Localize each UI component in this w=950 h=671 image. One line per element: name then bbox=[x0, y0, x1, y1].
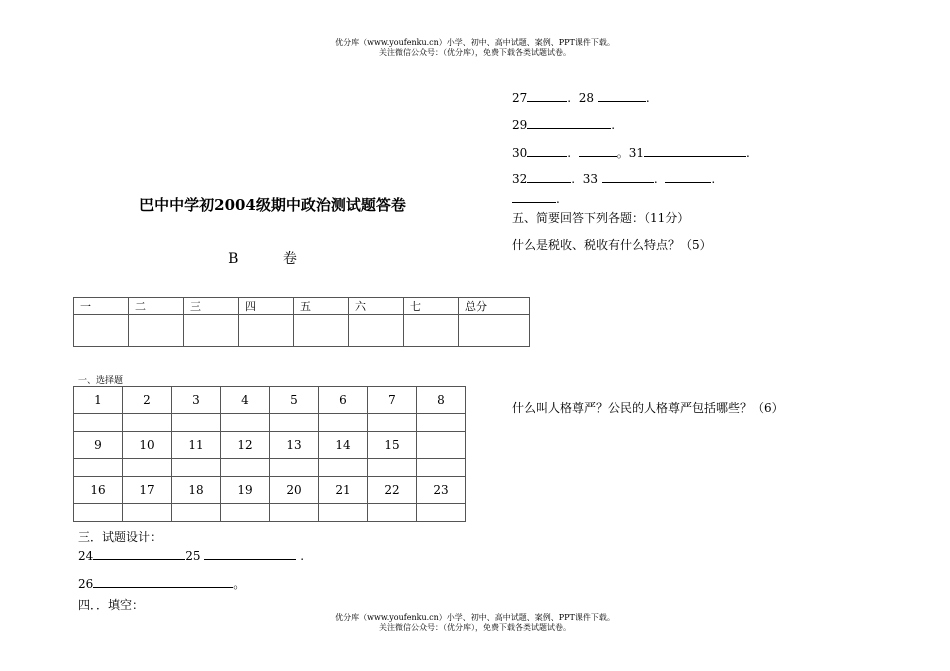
blank-32 bbox=[527, 171, 571, 183]
q32-label: 32 bbox=[512, 172, 528, 186]
q26-label: 26 bbox=[78, 577, 94, 591]
score-header: 七 bbox=[404, 298, 459, 315]
q25-label: 25 bbox=[185, 549, 201, 563]
question-number: 14 bbox=[319, 432, 368, 459]
answer-cell bbox=[221, 504, 270, 522]
header-line-1: 优分库（www.youfenku.cn）小学、初中、高中试题、案例、PPT课件下载。 bbox=[335, 38, 615, 47]
page-header bbox=[0, 38, 950, 58]
blank-28 bbox=[598, 90, 646, 102]
q28-end: . bbox=[645, 91, 650, 105]
blank-31 bbox=[644, 145, 746, 157]
answer-cell bbox=[74, 414, 123, 432]
score-header: 三 bbox=[184, 298, 239, 315]
q32-sep: . bbox=[571, 172, 576, 186]
question-number: 20 bbox=[270, 477, 319, 504]
answer-cell bbox=[74, 504, 123, 522]
answer-line-26 bbox=[78, 575, 245, 592]
answer-cell bbox=[270, 459, 319, 477]
blank-33b bbox=[665, 171, 711, 183]
score-header: 四 bbox=[239, 298, 294, 315]
answer-cell bbox=[319, 459, 368, 477]
q24-label: 24 bbox=[78, 549, 94, 563]
q27-sep: . bbox=[567, 91, 572, 105]
score-cell bbox=[294, 315, 349, 347]
answer-cell bbox=[270, 414, 319, 432]
score-cell bbox=[74, 315, 129, 347]
question-number: 11 bbox=[172, 432, 221, 459]
score-cell bbox=[239, 315, 294, 347]
q30-label: 30 bbox=[512, 146, 528, 160]
question-dignity: 什么叫人格尊严？公民的人格尊严包括哪些？（6） bbox=[512, 401, 784, 415]
page-title: 巴中中学初2004级期中政治测试题答卷 bbox=[139, 196, 406, 214]
answer-line-29 bbox=[512, 117, 615, 132]
answer-cell bbox=[368, 504, 417, 522]
q27-label: 27 bbox=[512, 91, 528, 105]
answer-cell bbox=[123, 414, 172, 432]
question-number: 2 bbox=[123, 387, 172, 414]
question-number: 21 bbox=[319, 477, 368, 504]
question-number: 13 bbox=[270, 432, 319, 459]
header-line-2: 关注微信公众号：（优分库），免费下载各类试题试卷。 bbox=[379, 48, 571, 57]
blank-29 bbox=[527, 117, 611, 129]
q33-sep: . bbox=[653, 172, 658, 186]
answer-cell bbox=[368, 414, 417, 432]
section-5-heading: 五、简要回答下列各题：（11分） bbox=[512, 211, 690, 225]
question-number: 16 bbox=[74, 477, 123, 504]
q33-end: . bbox=[711, 172, 716, 186]
blank-27 bbox=[527, 90, 567, 102]
score-header: 六 bbox=[349, 298, 404, 315]
q29-label: 29 bbox=[512, 118, 528, 132]
question-number: 22 bbox=[368, 477, 417, 504]
continuation-end: . bbox=[556, 192, 560, 206]
answer-line-27-28 bbox=[512, 90, 650, 105]
answer-line-32-33 bbox=[512, 171, 715, 186]
question-number: 19 bbox=[221, 477, 270, 504]
answer-cell bbox=[221, 414, 270, 432]
blank-25 bbox=[204, 548, 296, 560]
answer-cell bbox=[172, 459, 221, 477]
question-number: 1 bbox=[74, 387, 123, 414]
question-number: 6 bbox=[319, 387, 368, 414]
q31-label: 31 bbox=[628, 146, 645, 160]
answer-line-30-31 bbox=[512, 144, 750, 161]
score-header: 五 bbox=[294, 298, 349, 315]
blank-26 bbox=[93, 576, 233, 588]
question-number: 9 bbox=[74, 432, 123, 459]
answer-cell bbox=[221, 459, 270, 477]
question-number: 8 bbox=[417, 387, 466, 414]
paper-label: B 卷 bbox=[228, 251, 317, 267]
q26-end: 。 bbox=[233, 577, 246, 591]
blank-33c bbox=[512, 191, 556, 203]
answer-cell bbox=[123, 459, 172, 477]
blank-33a bbox=[602, 171, 654, 183]
score-cell bbox=[349, 315, 404, 347]
score-header: 二 bbox=[129, 298, 184, 315]
score-cell bbox=[404, 315, 459, 347]
q29-end: . bbox=[611, 118, 616, 132]
score-cell bbox=[459, 315, 530, 347]
blank-30b bbox=[579, 145, 617, 157]
question-number: 10 bbox=[123, 432, 172, 459]
score-cell bbox=[184, 315, 239, 347]
answer-cell bbox=[417, 459, 466, 477]
answer-cell bbox=[368, 459, 417, 477]
choice-answer-table bbox=[73, 386, 466, 522]
q30-end: 。 bbox=[616, 146, 629, 160]
question-number: 7 bbox=[368, 387, 417, 414]
answer-line-24-25 bbox=[78, 548, 304, 563]
section-1-heading: 一、选择题 bbox=[78, 376, 124, 386]
answer-cell bbox=[319, 414, 368, 432]
question-number: 23 bbox=[417, 477, 466, 504]
footer-line-1: 优分库（www.youfenku.cn）小学、初中、高中试题、案例、PPT课件下载。 bbox=[335, 613, 615, 622]
footer-line-2: 关注微信公众号：（优分库），免费下载各类试题试卷。 bbox=[379, 623, 571, 632]
answer-cell bbox=[74, 459, 123, 477]
answer-cell bbox=[270, 504, 319, 522]
question-number: 17 bbox=[123, 477, 172, 504]
q33-label: 33 bbox=[582, 172, 599, 186]
section-4-heading: 四．．填空： bbox=[78, 598, 145, 612]
blank-24 bbox=[93, 548, 185, 560]
blank-30a bbox=[527, 145, 567, 157]
score-header: 总分 bbox=[459, 298, 530, 315]
answer-cell bbox=[417, 504, 466, 522]
answer-cell bbox=[319, 504, 368, 522]
answer-cell bbox=[417, 414, 466, 432]
question-number: 12 bbox=[221, 432, 270, 459]
q25-end: . bbox=[300, 549, 305, 563]
question-number: 4 bbox=[221, 387, 270, 414]
score-table bbox=[73, 297, 530, 347]
answer-cell bbox=[172, 504, 221, 522]
page-footer bbox=[0, 613, 950, 633]
score-cell bbox=[129, 315, 184, 347]
answer-line-continuation bbox=[512, 191, 560, 206]
q28-label: 28 bbox=[578, 91, 595, 105]
question-number bbox=[417, 432, 466, 459]
question-number: 5 bbox=[270, 387, 319, 414]
q30-sep: . bbox=[567, 146, 572, 160]
question-tax: 什么是税收、税收有什么特点？（5） bbox=[512, 238, 712, 252]
question-number: 18 bbox=[172, 477, 221, 504]
section-3-heading: 三．试题设计： bbox=[78, 530, 163, 544]
q31-end: . bbox=[746, 146, 750, 160]
score-header: 一 bbox=[74, 298, 129, 315]
answer-cell bbox=[172, 414, 221, 432]
answer-cell bbox=[123, 504, 172, 522]
question-number: 3 bbox=[172, 387, 221, 414]
question-number: 15 bbox=[368, 432, 417, 459]
